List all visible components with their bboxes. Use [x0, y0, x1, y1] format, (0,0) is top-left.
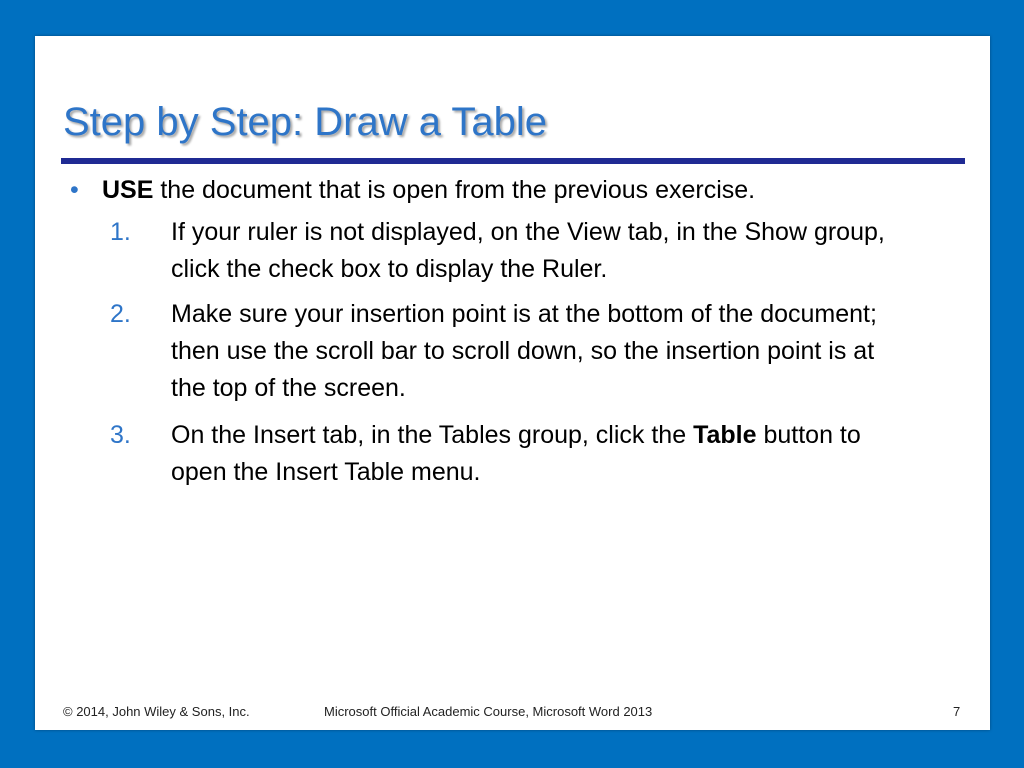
step-number: 1.: [110, 218, 131, 246]
step-text-bold: Table: [693, 421, 757, 449]
footer-course: Microsoft Official Academic Course, Microsoft Word 2013: [324, 704, 653, 719]
bullet-bold-lead: USE: [102, 176, 154, 204]
step-text: Make sure your insertion point is at the bottom of the document; then use the scroll bar to scroll down, so the insertion point is at the top of the screen.: [171, 300, 877, 402]
bullet-text: [102, 172, 755, 209]
step-text-part: button to open the Insert Table menu.: [171, 421, 861, 486]
footer-copyright: © 2014, John Wiley & Sons, Inc.: [63, 704, 250, 719]
step-text: If your ruler is not displayed, on the View tab, in the Show group, click the check box to display the Ruler.: [171, 218, 885, 283]
bullet-marker: •: [70, 176, 79, 204]
step-number: 2.: [110, 300, 131, 328]
step-text: [171, 417, 891, 491]
slide: [35, 36, 990, 730]
footer-page-number: 7: [953, 704, 961, 719]
slide-title: Step by Step: Draw a Table: [63, 100, 547, 144]
step-text-part: On the Insert tab, in the Tables group, click the: [171, 421, 694, 449]
title-underline: [61, 158, 965, 164]
bullet-body: the document that is open from the previous exercise.: [153, 176, 756, 204]
step-number: 3.: [110, 421, 131, 449]
